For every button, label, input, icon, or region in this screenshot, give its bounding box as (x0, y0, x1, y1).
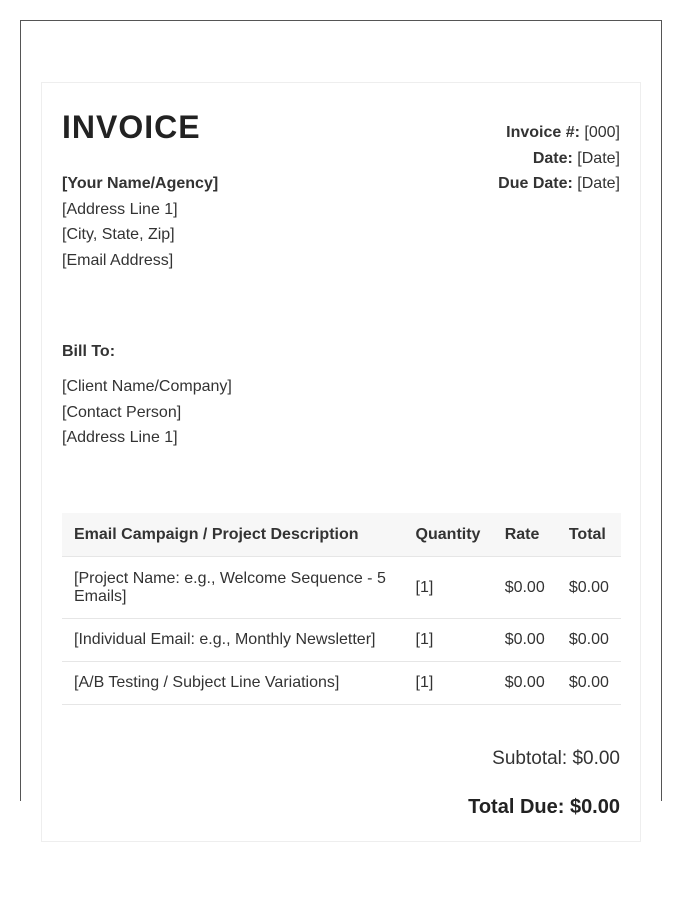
row-description: [Project Name: e.g., Welcome Sequence - 5 Emails] (62, 557, 404, 619)
row-quantity: [1] (404, 557, 493, 619)
row-description: [A/B Testing / Subject Line Variations] (62, 662, 404, 705)
row-total: $0.00 (557, 557, 621, 619)
row-rate: $0.00 (493, 619, 557, 662)
sender-city-state-zip: [City, State, Zip] (62, 226, 175, 243)
total-due: Total Due: $0.00 (468, 796, 620, 818)
row-total: $0.00 (557, 619, 621, 662)
invoice-number-label: Invoice #: (506, 124, 580, 141)
row-rate: $0.00 (493, 557, 557, 619)
invoice-date-value: [Date] (572, 149, 620, 167)
bill-to-label: Bill To: (62, 343, 116, 360)
table-header-row (62, 513, 621, 557)
invoice-due-date-row (498, 171, 620, 197)
sender-email: [Email Address] (62, 251, 174, 269)
row-description: [Individual Email: e.g., Monthly Newsletter] (62, 619, 404, 662)
row-rate: $0.00 (493, 662, 557, 705)
invoice-number-value: [000] (579, 124, 620, 141)
sender-name: [Your Name/Agency] (62, 175, 219, 192)
subtotal: Subtotal: $0.00 (492, 748, 620, 769)
bill-to-lines (62, 374, 232, 451)
header-total: Total (557, 513, 621, 557)
table-row (62, 662, 621, 705)
table-row (62, 557, 621, 619)
row-quantity: [1] (404, 662, 493, 705)
line-items-table (62, 513, 621, 705)
document-frame (20, 20, 662, 818)
line-items-body (62, 557, 621, 705)
invoice-due-date-label: Due Date: (498, 175, 573, 192)
bill-to-block (62, 342, 232, 451)
client-contact: [Contact Person] (62, 403, 182, 421)
header-quantity: Quantity (404, 513, 493, 557)
invoice-due-date-value: [Date] (572, 175, 620, 192)
client-address-line-1: [Address Line 1] (62, 429, 178, 446)
sender-block (62, 171, 218, 273)
invoice-meta (498, 120, 620, 197)
invoice-header (62, 83, 620, 283)
client-name: [Client Name/Company] (62, 378, 232, 395)
line-items-header (62, 513, 621, 557)
invoice-number-row (498, 120, 620, 146)
row-total: $0.00 (557, 662, 621, 705)
sender-address-line-1: [Address Line 1] (62, 200, 178, 218)
header-rate: Rate (493, 513, 557, 557)
row-quantity: [1] (404, 619, 493, 662)
table-row (62, 619, 621, 662)
invoice-title: INVOICE (62, 109, 201, 145)
invoice-date-row (498, 146, 620, 172)
header-description: Email Campaign / Project Description (62, 513, 404, 557)
invoice-paper (41, 82, 641, 842)
invoice-date-label: Date: (532, 149, 573, 167)
